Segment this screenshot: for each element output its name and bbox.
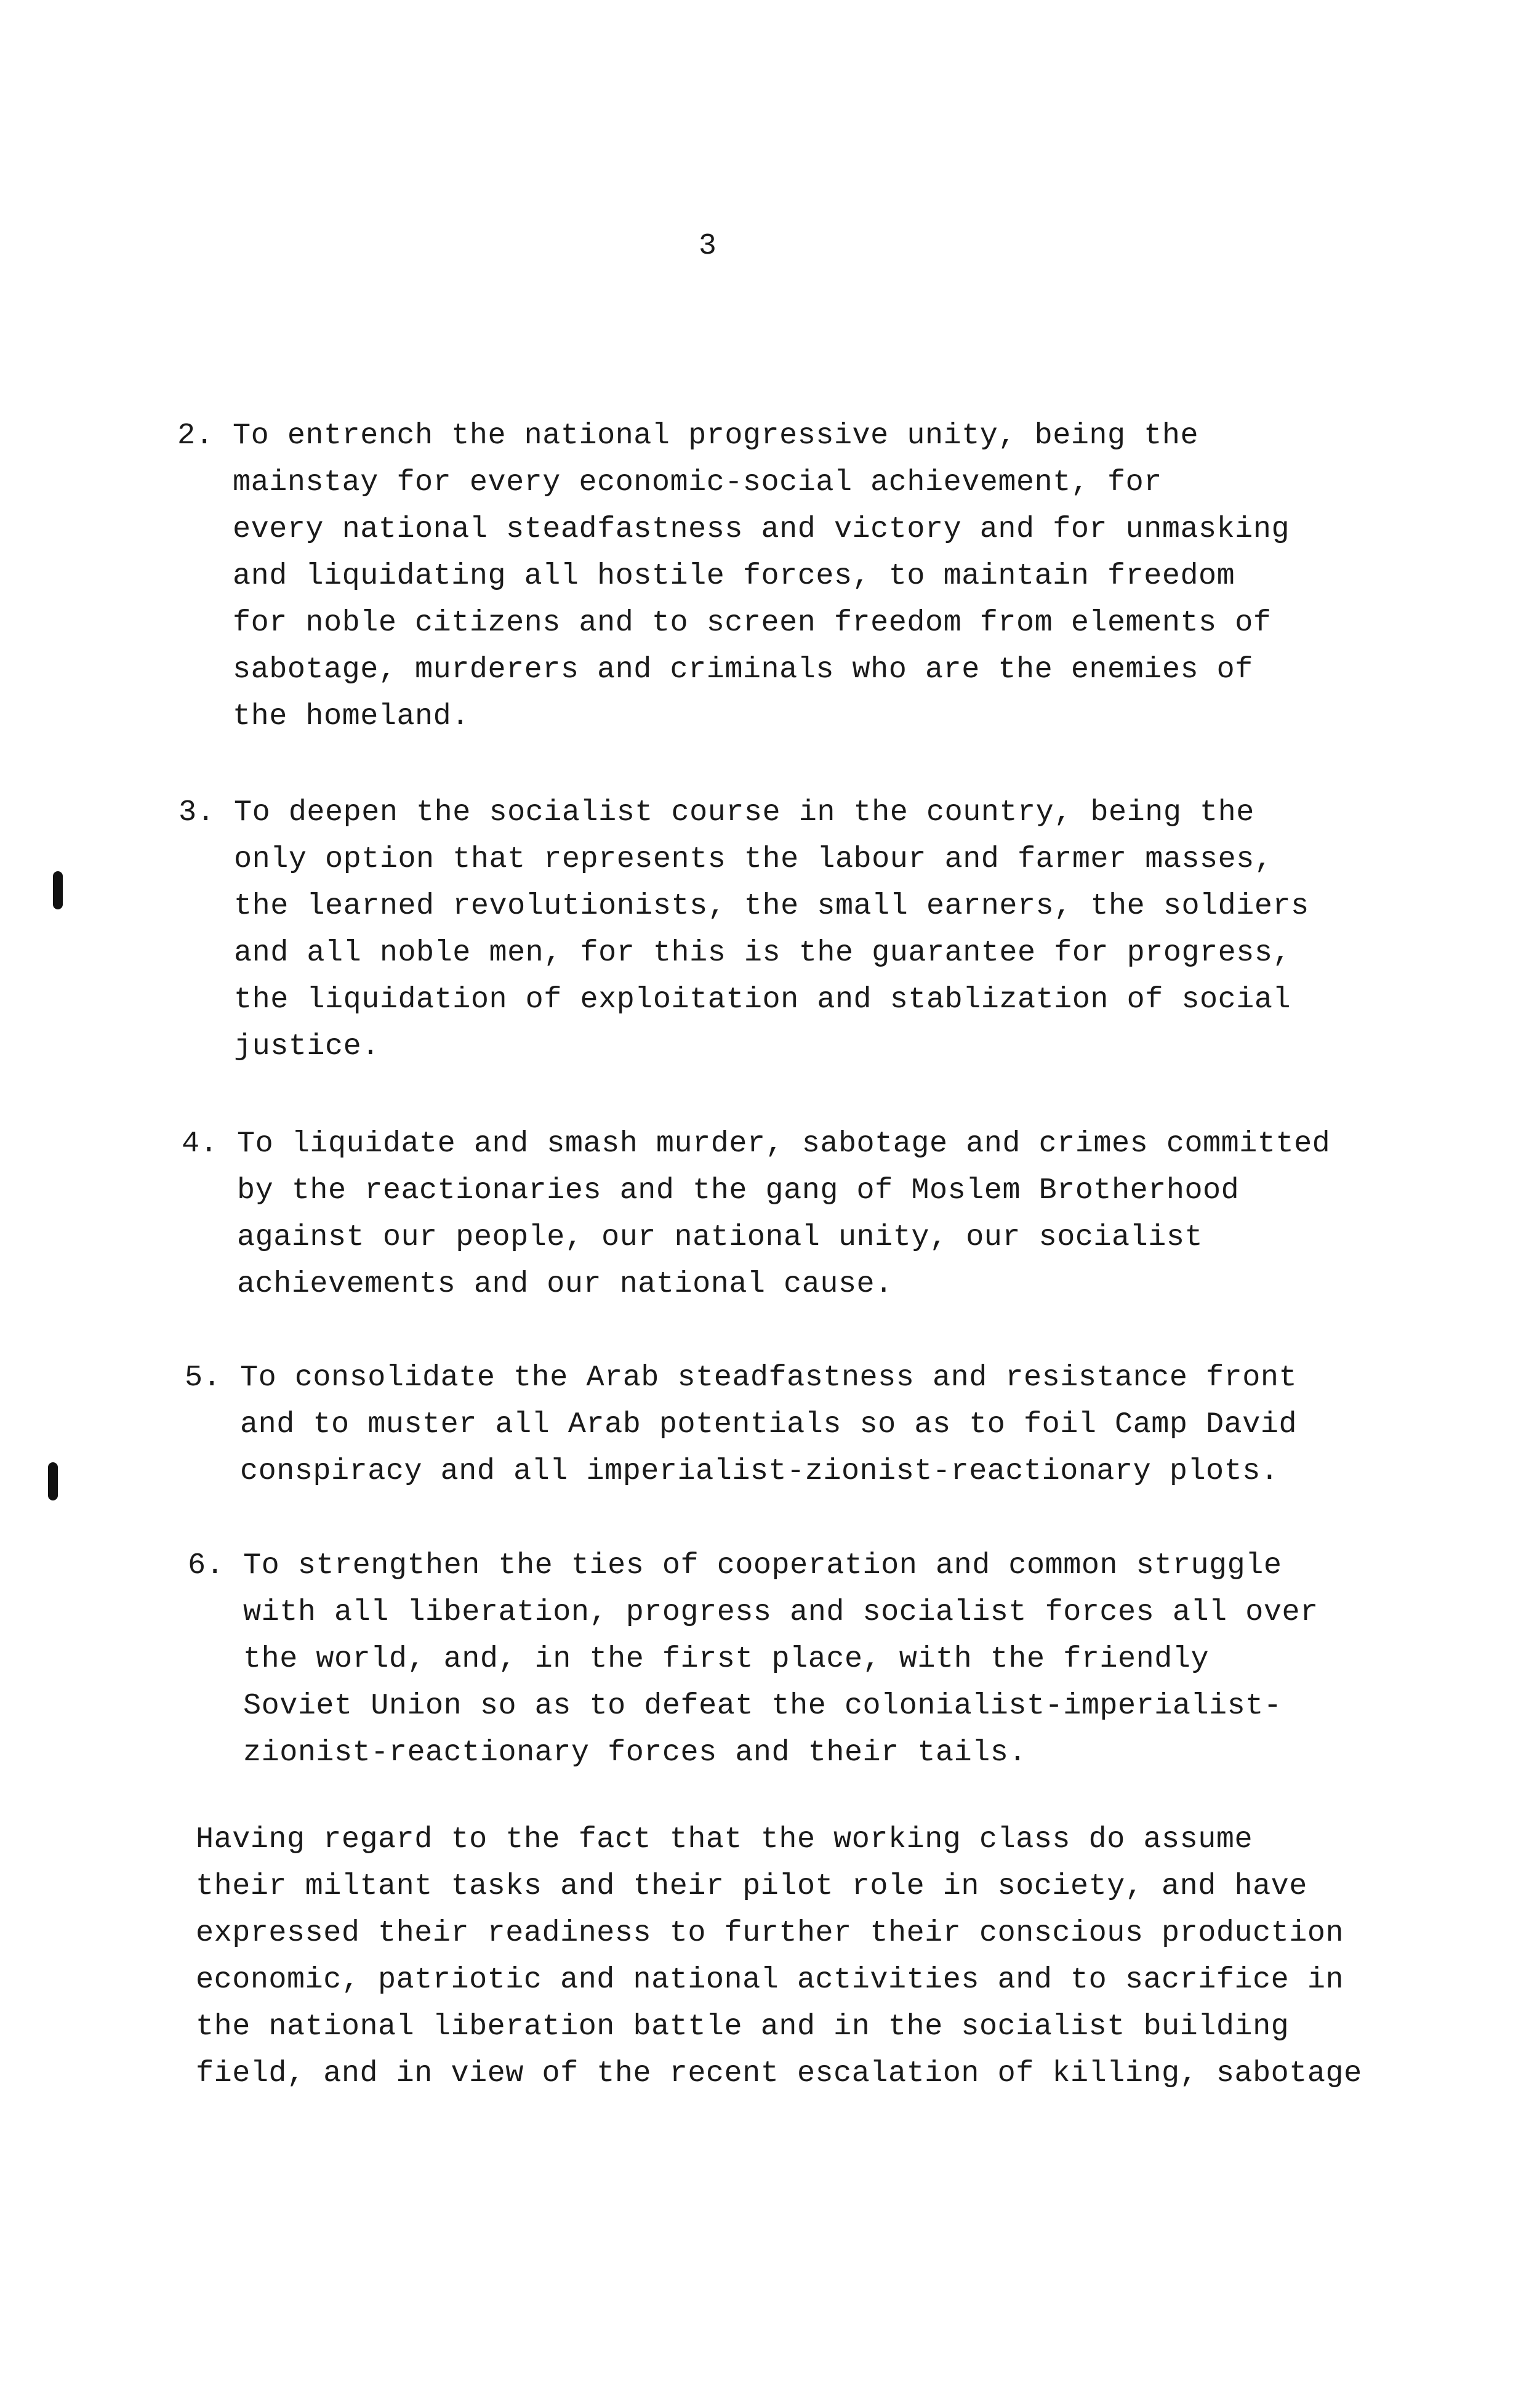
item-number: 5. — [185, 1361, 222, 1395]
text-line: the learned revolutionists, the small earners, the soldiers — [234, 889, 1309, 923]
text-line: only option that represents the labour and farmer masses, — [234, 842, 1273, 876]
text-line: mainstay for every economic-social achievement, for — [233, 465, 1162, 499]
text-line: with all liberation, progress and socialist forces all over — [243, 1595, 1318, 1629]
text-line: the homeland. — [233, 699, 470, 733]
text-line: against our people, our national unity, our socialist — [237, 1220, 1203, 1254]
item-text — [237, 1121, 1330, 1308]
text-line: sabotage, murderers and criminals who are the enemies of — [233, 653, 1253, 687]
text-line: justice. — [234, 1029, 380, 1063]
text-line: and liquidating all hostile forces, to maintain freedom — [233, 559, 1235, 593]
text-line: every national steadfastness and victory and for unmasking — [233, 512, 1290, 546]
item-text — [234, 789, 1309, 1070]
text-line: To consolidate the Arab steadfastness and resistance front — [240, 1361, 1298, 1395]
text-line: their miltant tasks and their pilot role in society, and have — [196, 1869, 1307, 1903]
list-item-6 — [188, 1542, 1318, 1776]
text-line: To liquidate and smash murder, sabotage and crimes committed — [237, 1127, 1331, 1161]
text-line: the world, and, in the first place, with the friendly — [243, 1642, 1210, 1676]
text-line: zionist-reactionary forces and their tails. — [243, 1736, 1027, 1770]
text-line: the national liberation battle and in the socialist building — [196, 2010, 1290, 2044]
item-number: 6. — [188, 1548, 225, 1582]
list-item-4 — [182, 1121, 1330, 1308]
item-text — [243, 1542, 1318, 1776]
text-line: and to muster all Arab potentials so as to foil Camp David — [240, 1407, 1298, 1441]
punch-hole-mark — [48, 1462, 58, 1500]
text-line: Soviet Union so as to defeat the colonialist-imperialist- — [243, 1689, 1282, 1723]
item-text — [240, 1355, 1297, 1495]
text-line: conspiracy and all imperialist-zionist-reactionary plots. — [240, 1454, 1279, 1488]
page-number: 3 — [699, 230, 716, 263]
text-line: for noble citizens and to screen freedom from elements of — [233, 606, 1272, 640]
text-line: achievements and our national cause. — [237, 1267, 893, 1301]
text-line: Having regard to the fact that the working class do assume — [196, 1822, 1253, 1856]
text-line: by the reactionaries and the gang of Moslem Brotherhood — [237, 1174, 1240, 1207]
item-text — [233, 413, 1290, 740]
text-line: economic, patriotic and national activities and to sacrifice in — [196, 1963, 1344, 1997]
text-line: and all noble men, for this is the guarantee for progress, — [234, 936, 1291, 970]
text-line: the liquidation of exploitation and stablization of social — [234, 983, 1291, 1017]
text-line: To deepen the socialist course in the country, being the — [234, 795, 1254, 829]
list-item-2 — [177, 413, 1290, 740]
text-line: To strengthen the ties of cooperation and common struggle — [243, 1548, 1282, 1582]
item-number: 4. — [182, 1127, 219, 1161]
closing-paragraph — [196, 1816, 1362, 2097]
text-line: expressed their readiness to further their conscious production — [196, 1916, 1344, 1950]
text-line: field, and in view of the recent escalation of killing, sabotage — [196, 2056, 1362, 2090]
list-item-5 — [185, 1355, 1297, 1495]
punch-hole-mark — [53, 871, 63, 909]
list-item-3 — [179, 789, 1309, 1070]
item-number: 2. — [177, 419, 214, 453]
item-number: 3. — [179, 795, 215, 829]
text-line: To entrench the national progressive unity, being the — [233, 419, 1199, 453]
